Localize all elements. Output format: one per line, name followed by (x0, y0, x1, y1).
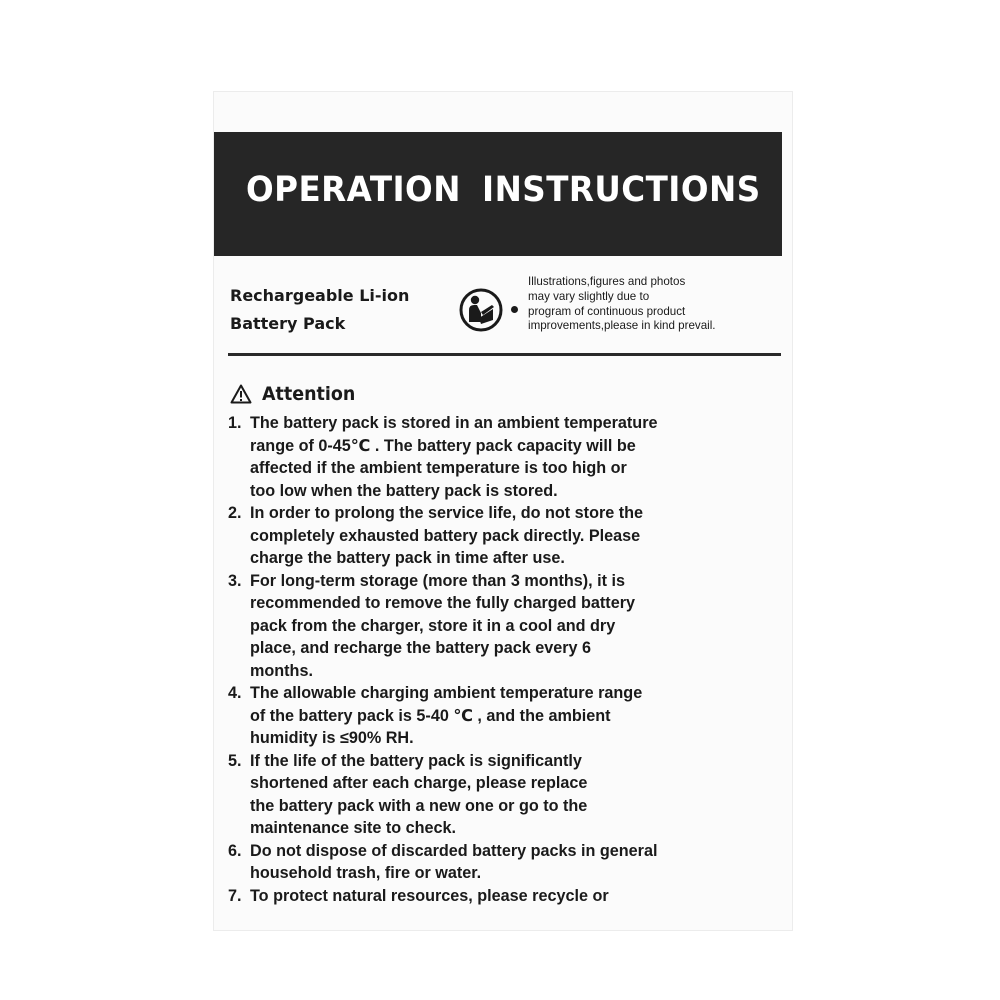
item-text (250, 840, 658, 885)
item-text (250, 502, 643, 570)
item-line: The battery pack is stored in an ambient temperature (250, 414, 658, 432)
item-text (250, 412, 658, 502)
item-line: The allowable charging ambient temperature range (250, 684, 643, 702)
note-line: program of continuous product (528, 304, 686, 318)
item-line: shortened after each charge, please replace (250, 774, 588, 792)
item-line: months. (250, 661, 313, 680)
note-line: may vary slightly due to (528, 289, 650, 303)
item-line: For long-term storage (more than 3 months), it is (250, 571, 626, 590)
page-title: OPERATION INSTRUCTIONS (246, 170, 761, 210)
warning-triangle-icon (230, 384, 252, 404)
instruction-sheet (214, 92, 792, 930)
item-line: completely exhausted battery pack directly. Please (250, 526, 641, 545)
item-line: Do not dispose of discarded battery packs in general (250, 841, 658, 860)
item-number: 4. (228, 684, 242, 702)
item-line: pack from the charger, store it in a cool and dry (250, 616, 616, 635)
item-line: range of 0-45℃ . The battery pack capacity will be (250, 436, 636, 455)
list-item (228, 885, 788, 908)
item-number: 1. (228, 414, 242, 432)
item-line: affected if the ambient temperature is too high or (250, 459, 627, 477)
item-line: If the life of the battery pack is significantly (250, 751, 582, 770)
subtitle-line: Battery Pack (230, 314, 346, 333)
item-number: 7. (228, 886, 242, 905)
item-text (250, 682, 642, 750)
item-line: recommended to remove the fully charged battery (250, 594, 636, 612)
list-item (228, 682, 788, 750)
item-line: place, and recharge the battery pack every 6 (250, 639, 592, 657)
item-line: household trash, fire or water. (250, 864, 482, 882)
list-item (228, 570, 788, 683)
item-text (250, 750, 587, 840)
section-divider (228, 353, 781, 356)
product-subtitle (230, 282, 409, 338)
read-manual-icon (459, 288, 503, 332)
attention-label: Attention (262, 383, 356, 405)
item-text (250, 570, 635, 683)
item-line: of the battery pack is 5-40 ℃ , and the ambient (250, 706, 611, 725)
item-line: charge the battery pack in time after use. (250, 549, 565, 567)
item-number: 3. (228, 571, 242, 590)
list-item (228, 412, 788, 502)
item-line: the battery pack with a new one or go to the (250, 796, 588, 815)
list-item (228, 502, 788, 570)
subtitle-line: Rechargeable Li-ion (230, 286, 410, 305)
item-number: 6. (228, 841, 242, 860)
list-item (228, 750, 788, 840)
item-line: too low when the battery pack is stored. (250, 481, 558, 500)
item-line: maintenance site to check. (250, 819, 457, 837)
item-number: 5. (228, 751, 242, 770)
instruction-list (228, 412, 788, 907)
attention-heading (230, 382, 363, 406)
item-text (250, 885, 609, 908)
note-bullet (511, 306, 518, 313)
item-line: To protect natural resources, please recycle or (250, 886, 609, 905)
disclaimer-note (528, 275, 778, 334)
list-item (228, 840, 788, 885)
note-line: Illustrations,figures and photos (528, 275, 686, 288)
item-line: In order to prolong the service life, do not store the (250, 504, 644, 522)
item-number: 2. (228, 504, 242, 522)
note-line: improvements,please in kind prevail. (528, 319, 716, 333)
item-line: humidity is ≤90% RH. (250, 729, 414, 747)
